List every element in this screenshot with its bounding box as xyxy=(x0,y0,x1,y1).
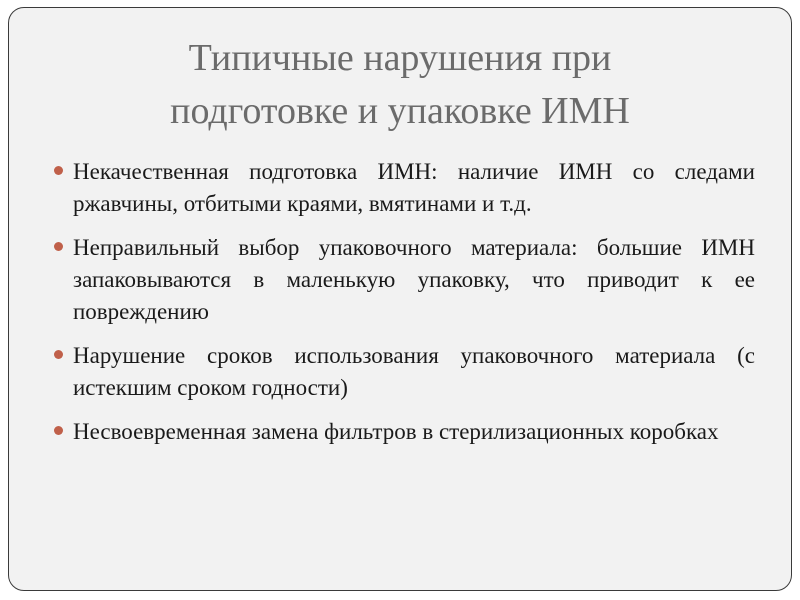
bullet-dot-icon xyxy=(54,242,63,251)
bullet-item xyxy=(73,156,755,220)
bullet-item xyxy=(73,340,755,404)
bullet-dot-icon xyxy=(54,426,63,435)
bullet-list xyxy=(73,156,755,460)
title-line-1: Типичные нарушения при xyxy=(188,37,612,79)
bullet-text: Некачественная подготовка ИМН: наличие ИМН со следами ржавчины, отбитыми краями, вмятинами и т.д. xyxy=(73,159,755,216)
bullet-text: Нарушение сроков использования упаковочного материала (с истекшим сроком годности) xyxy=(73,343,755,400)
bullet-text: Неправильный выбор упаковочного материала: большие ИМН запаковываются в маленькую упаковку, что приводит к ее повреждению xyxy=(73,235,755,324)
slide xyxy=(8,7,792,591)
slide-title xyxy=(9,32,791,138)
bullet-item xyxy=(73,416,755,448)
bullet-dot-icon xyxy=(54,166,63,175)
bullet-text: Несвоевременная замена фильтров в стерилизационных коробках xyxy=(73,419,719,444)
bullet-dot-icon xyxy=(54,350,63,359)
title-line-2: подготовке и упаковке ИМН xyxy=(170,90,630,132)
bullet-item xyxy=(73,232,755,328)
